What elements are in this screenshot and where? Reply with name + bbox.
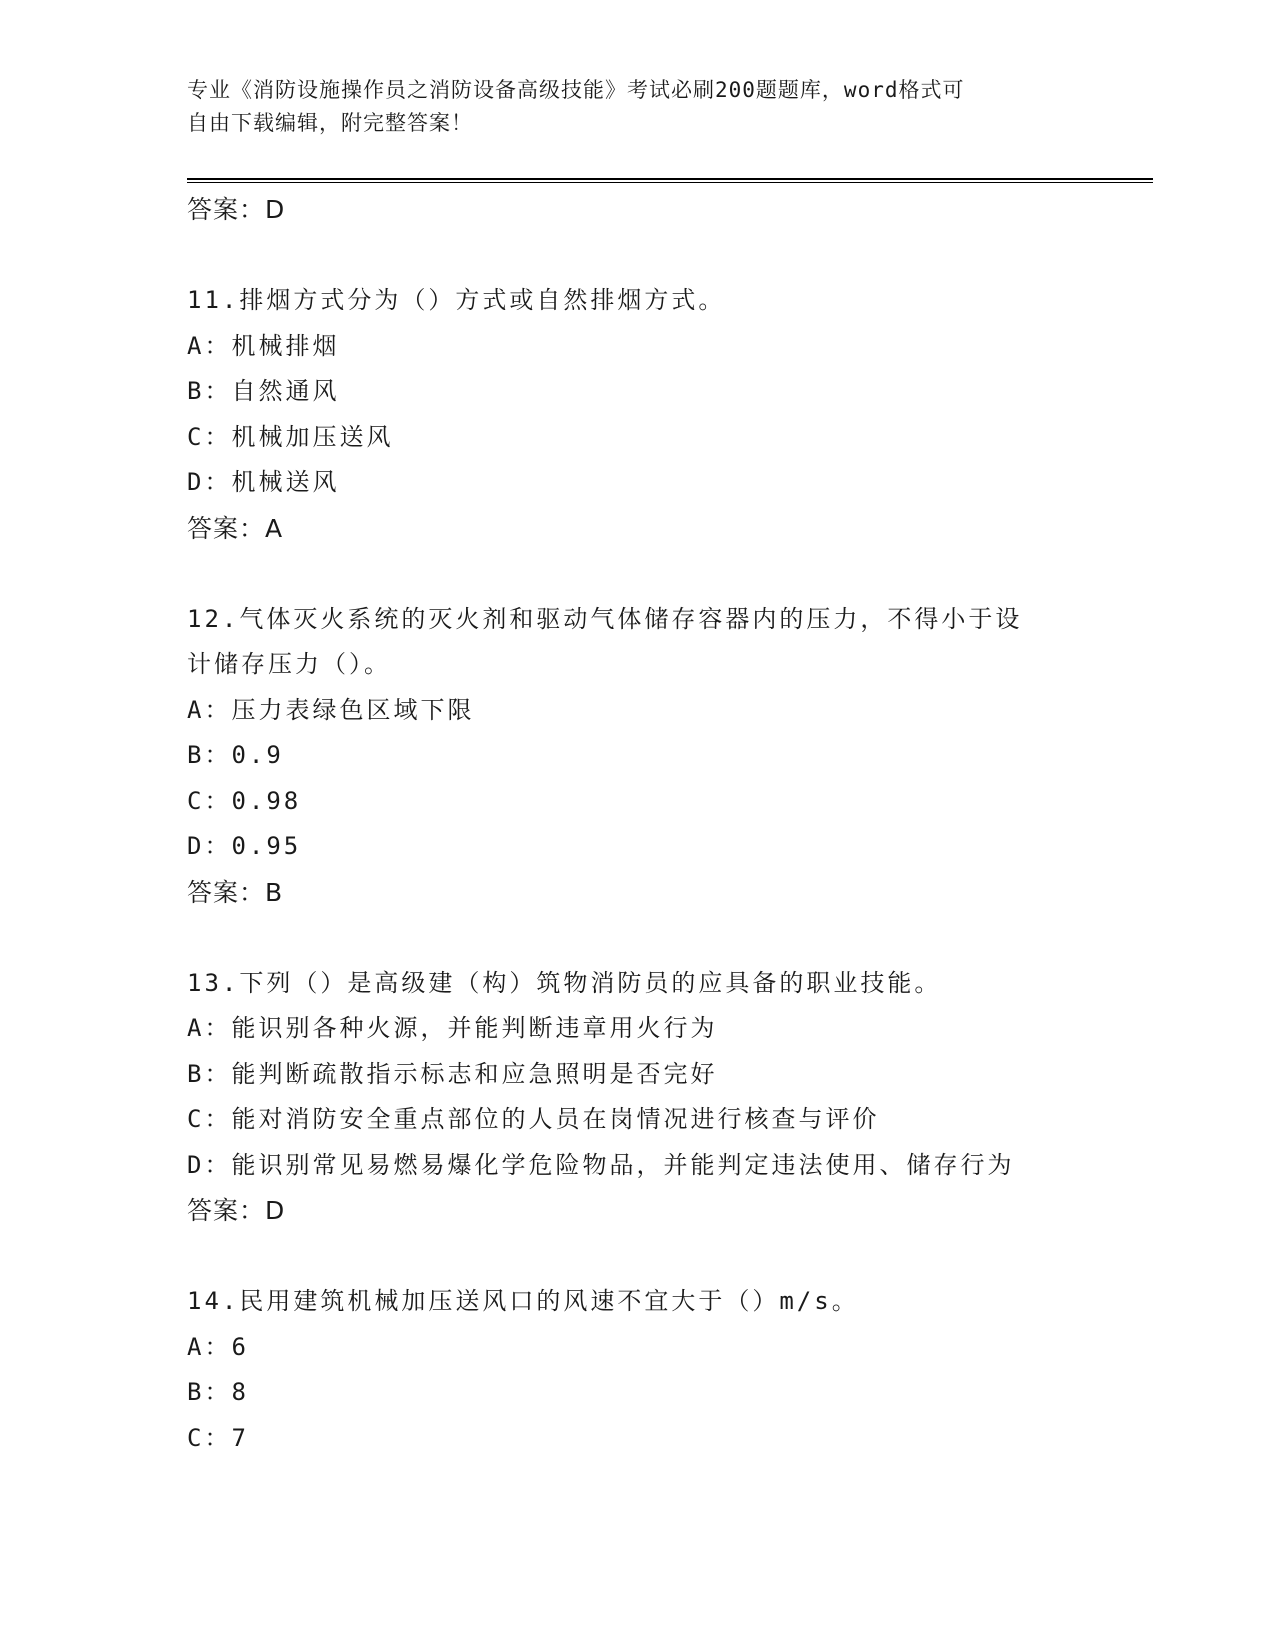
option-b: B：0.9 [187, 741, 284, 769]
question-stem: 14.民用建筑机械加压送风口的风速不宜大于（）m/s。 [187, 1287, 859, 1315]
document-header [187, 74, 1067, 140]
option-c: C：能对消防安全重点部位的人员在岗情况进行核查与评价 [187, 1105, 880, 1133]
previous-answer: 答案：D [187, 195, 286, 224]
answer-line: 答案：B [187, 877, 284, 907]
option-b: B：8 [187, 1378, 249, 1406]
option-b: B：能判断疏散指示标志和应急照明是否完好 [187, 1059, 718, 1088]
header-divider-thin [187, 182, 1153, 183]
option-c: C：机械加压送风 [187, 422, 394, 451]
question-block [187, 1279, 1087, 1461]
header-line-2: 自由下载编辑，附完整答案！ [187, 111, 473, 135]
question-stem: 12.气体灭火系统的灭火剂和驱动气体储存容器内的压力，不得小于设 [187, 604, 1023, 633]
question-block [187, 597, 1087, 916]
question-stem: 13.下列（）是高级建（构）筑物消防员的应具备的职业技能。 [187, 968, 942, 997]
option-a: A：压力表绿色区域下限 [187, 695, 475, 724]
option-d: D：机械送风 [187, 468, 340, 496]
header-divider-thick [187, 178, 1153, 180]
option-c: C：7 [187, 1423, 249, 1452]
answer-line: 答案：D [187, 1196, 286, 1225]
option-c: C：0.98 [187, 786, 302, 815]
option-d: D：能识别常见易燃易爆化学危险物品，并能判定违法使用、储存行为 [187, 1150, 1015, 1179]
question-stem: 11.排烟方式分为（）方式或自然排烟方式。 [187, 286, 726, 314]
question-list [187, 187, 1087, 1461]
option-d: D：0.95 [187, 832, 302, 860]
spacer [187, 915, 1087, 961]
option-a: A：能识别各种火源，并能判断违章用火行为 [187, 1014, 718, 1042]
question-block [187, 961, 1087, 1234]
question-stem-continued: 计储存压力（）。 [187, 650, 391, 678]
option-a: A：6 [187, 1332, 249, 1361]
spacer [187, 233, 1087, 279]
option-b: B：自然通风 [187, 377, 340, 405]
answer-line: 答案：A [187, 513, 284, 543]
question-block [187, 278, 1087, 551]
spacer [187, 551, 1087, 597]
header-line-1: 专业《消防设施操作员之消防设备高级技能》考试必刷200题题库，word格式可 [187, 78, 965, 102]
spacer [187, 1234, 1087, 1280]
option-a: A：机械排烟 [187, 331, 340, 360]
